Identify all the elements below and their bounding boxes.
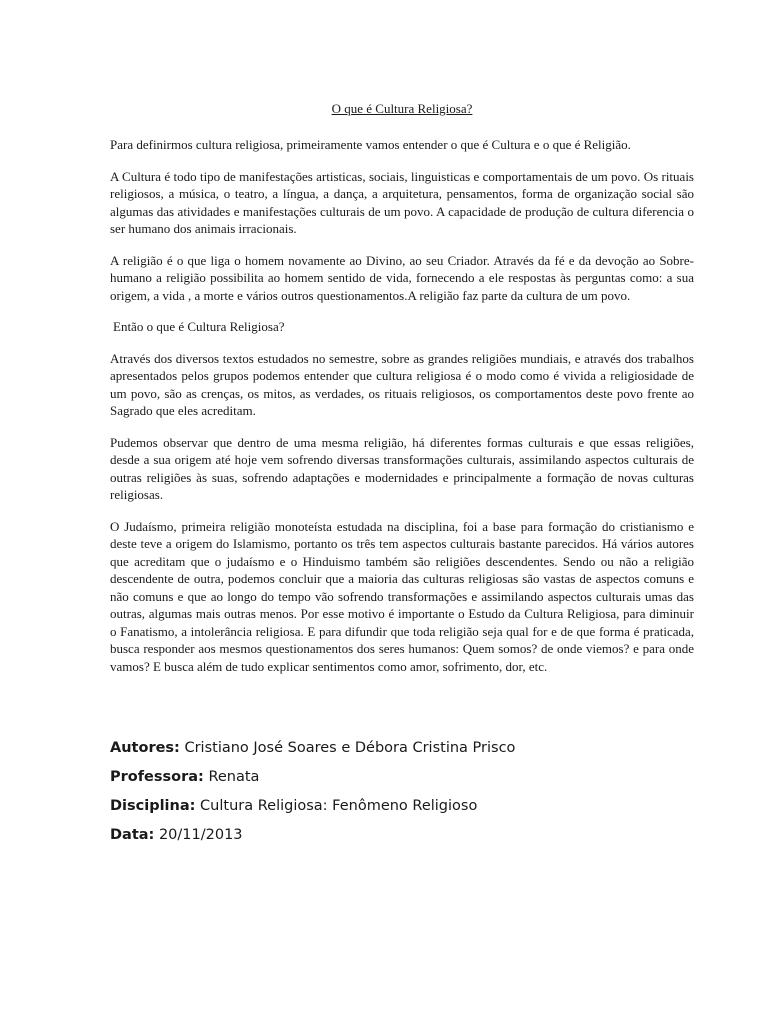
subject-value: Cultura Religiosa: Fenômeno Religioso <box>200 798 478 814</box>
paragraph-culture: A Cultura é todo tipo de manifestações artisticas, sociais, linguisticas e comportamentais de um povo. Os rituais religiosos, a música, o teatro, a língua, a dança, a arquitetura, pensamentos, forma de organização social são algumas das atividades e manifestações culturais de um povo. A capacidade de produção de cultura diferencia o ser humano dos animais irracionais. <box>110 168 694 236</box>
document-body <box>110 100 694 689</box>
paragraph-question: Então o que é Cultura Religiosa? <box>113 319 285 334</box>
subject-label: Disciplina: <box>110 798 196 814</box>
teacher-label: Professora: <box>110 769 204 785</box>
paragraph-religion: A religião é o que liga o homem novamente ao Divino, ao seu Criador. Através da fé e da devoção ao Sobre-humano a religião possibilita ao homem sentido de vida, fornecendo a ele respostas às perguntas como: a sua origem, a vida , a morte e vários outros questionamentos.A religião faz parte da cultura de um povo. <box>110 252 694 303</box>
paragraph-religious-culture: Através dos diversos textos estudados no semestre, sobre as grandes religiões mundiais, e através dos trabalhos apresentados pelos grupos podemos entender que cultura religiosa é o modo como é vivida a religiosidade de um povo, são as crenças, os mitos, as verdades, os rituais religiosos, os comportamentos deste povo frente ao Sagrado que eles acreditam. <box>110 350 694 418</box>
date-row <box>110 826 694 844</box>
teacher-value: Renata <box>208 769 260 785</box>
authors-label: Autores: <box>110 740 180 756</box>
paragraph-judaism: O Judaísmo, primeira religião monoteísta estudada na disciplina, foi a base para formação do cristianismo e deste teve a origem do Islamismo, portanto os três tem aspectos culturais bastante parecidos. Há vários autores que acreditam que o judaísmo e o Hinduismo também são religiões descendentes. Sendo ou não a religião descendente de outra, podemos concluir que a maioria das culturas religiosas são vastas de aspectos comuns e não comuns e que ao longo do tempo vão sofrendo transformações e assimilando aspectos culturais umas das outras, algumas mais outras menos. Por esse motivo é importante o Estudo da Cultura Religiosa, para diminuir o Fanatismo, a intolerância religiosa. E para difundir que toda religião seja qual for e de que forma é praticada, busca responder aos mesmos questionamentos dos seres humanos: Quem somos? de onde viemos? e para onde vamos? E busca além de tudo explicar sentimentos como amor, sofrimento, dor, etc. <box>110 518 694 674</box>
authors-value: Cristiano José Soares e Débora Cristina Prisco <box>184 740 516 756</box>
paragraph-observations: Pudemos observar que dentro de uma mesma religião, há diferentes formas culturais e que essas religiões, desde a sua origem até hoje vem sofrendo diversas transformações culturais, assimilando aspectos culturais de outras religiões às suas, sofrendo adaptações e modernidades e principalmente a formação de novas culturas religiosas. <box>110 434 694 502</box>
subject-row <box>110 797 694 815</box>
document-metadata <box>110 739 694 855</box>
document-title: O que é Cultura Religiosa? <box>331 101 473 116</box>
authors-row <box>110 739 694 757</box>
date-label: Data: <box>110 827 155 843</box>
paragraph-intro: Para definirmos cultura religiosa, primeiramente vamos entender o que é Cultura e o que é Religião. <box>110 137 631 152</box>
teacher-row <box>110 768 694 786</box>
date-value: 20/11/2013 <box>158 827 243 843</box>
